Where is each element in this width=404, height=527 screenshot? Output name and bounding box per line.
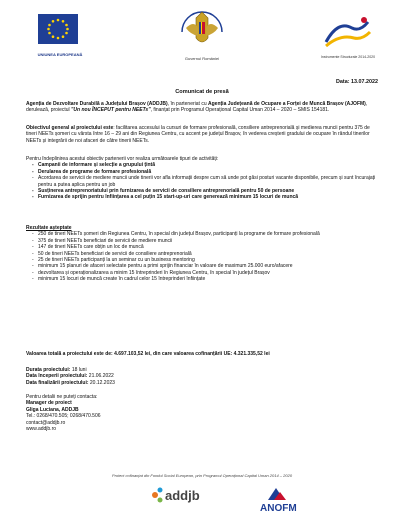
list-item: - 50 de tineri NEETs beneficiari de servicii de consiliere antreprenorială [32,251,378,257]
list-item: - Derularea de programe de formare profesională [32,169,378,175]
eu-caption: UNIUNEA EUROPEANĂ [37,52,83,57]
anofm-logo-text: ANOFM [260,503,297,514]
addjb-logo [148,482,208,508]
is-caption: Instrumente Structurale 2014-2020 [320,55,376,59]
list-item: - Susținerea antreprenoriatului prin furnizarea de servicii de consiliere antreprenorială pentru 50 de persoane [32,188,378,194]
contact-email[interactable]: contact@addjb.ro [26,419,66,426]
list-item: - Campanii de informare și selecție a grupului țintă [32,162,378,168]
duration-value: 18 luni [70,367,87,373]
header-logos [0,8,404,68]
list-item: - Furnizarea de sprijin pentru înființarea a cel puțin 15 start-up-uri care generează minimum 15 locuri de muncă [32,194,378,200]
list-item: - minimum 15 planuri de afaceri selectate pentru a primi sprijin financiar în valoare de maximum 25.000 euro/afacere [32,263,378,269]
intro-text-1: , în parteneriat cu [167,101,209,107]
start-date-label: Data începerii proiectului: [26,373,88,380]
objective-text: : facilitarea accesului la cursuri de formare profesională, consiliere antreprenorială și medierea muncii pentru 375 de tineri NEETs șomeri cu vârsta între 16 – 29 ani din Regiunea Centru, cu accent pe județul Brașov, în vederea creșterii gradului de ocupare în rândul tinerilor NEETs și integrării de noi afaceri de către tinerii NEETs. [26,125,370,144]
contact-website[interactable]: www.addjb.ro [26,426,57,433]
duration-label: Durata proiectului: [26,367,71,373]
intro-partner: Agenția Județeană de Ocupare a Forței de Muncă Brașov (AJOFM) [208,101,366,107]
anofm-logo [252,484,306,514]
project-value: Valoarea totală a proiectului este de: 4.697.103,52 lei, din care valoarea cofinanțării UE: 4.321.335,52 lei [26,351,270,357]
objective-paragraph [26,125,378,144]
end-date-value: 20.12.2023 [88,379,115,386]
list-item: - Acordarea de servicii de mediere muncii unde tinerii vor afla informații despre cum să unde pot găsi posturi vacante disponibile, precum și sunt încurajați pentru a putea aplica pentru un job [32,175,378,188]
list-item: - 147 de tineri NEETs care obțin un loc de muncă [32,244,378,250]
results-list [26,231,378,282]
list-item: - 250 de tineri NEETs șomeri din Regiunea Centru, în special din județul Brașov, participanți la programe de formare profesională [32,231,378,237]
list-item: - 25 de tineri NEETs participanți la un seminar cu un business mentoring [32,257,378,263]
end-date-label: Data finalizării proiectului: [26,379,89,386]
objective-label: Obiectivul general al proiectului este [26,125,114,131]
intro-text-2: , derulează, proiectul [26,101,368,114]
list-item: - minimum 15 locuri de muncă create în cadrul celor 15 întreprinderi înființate [32,276,378,282]
contact-phone: Tel.: 0268/470.505; 0268/470.506 [26,413,101,420]
duration-section [26,367,378,386]
intro-project: "Un nou ÎNCEPUT pentru NEETs" [71,107,151,114]
activities-list [26,162,378,200]
addjb-logo-text: addjb [165,488,200,503]
romanian-government-logo [176,8,228,54]
gov-caption: Guvernul României [184,56,220,61]
eu-flag-logo [38,12,78,46]
list-item: - dezvoltarea și operaționalizarea a minim 15 întreprinderi în Regiunea Centru, în special în județul Brașov [32,270,378,276]
document-date: Data: 13.07.2022 [336,79,378,85]
list-item: - 375 de tineri NEETs beneficiari de servicii de mediere muncii [32,238,378,244]
intro-paragraph [26,101,378,114]
contact-role: Manager de proiect [26,400,72,407]
structural-instruments-logo [318,12,376,52]
intro-text-3: , finanțat prin Programul Operațional Capital Uman 2014 – 2020 – SMIS 154181. [150,107,330,114]
contact-name: Gliga Luciana, ADDJB [26,406,79,413]
activities-intro: Pentru îndeplinirea acestui obiectiv partenerii vor realiza următoarele tipuri de activități: [26,156,219,162]
contact-intro: Pentru detalii ne puteți contacta: [26,394,98,400]
end-date-line [26,380,378,386]
activities-section [26,156,378,201]
start-date-value: 21.06.2022 [87,373,114,380]
results-heading: Rezultate așteptate [26,225,72,231]
footer-cofinancing-text: Proiect cofinanțat din Fondul Social European, prin Programul Operațional Capital Uman 2014 – 2020 [111,473,293,478]
results-section [26,225,378,283]
intro-agency: Agenția de Dezvoltare Durabilă a Județului Brașov (ADDJB) [26,101,168,107]
contact-section [26,394,378,432]
document-title: Comunicat de presă [175,89,229,95]
